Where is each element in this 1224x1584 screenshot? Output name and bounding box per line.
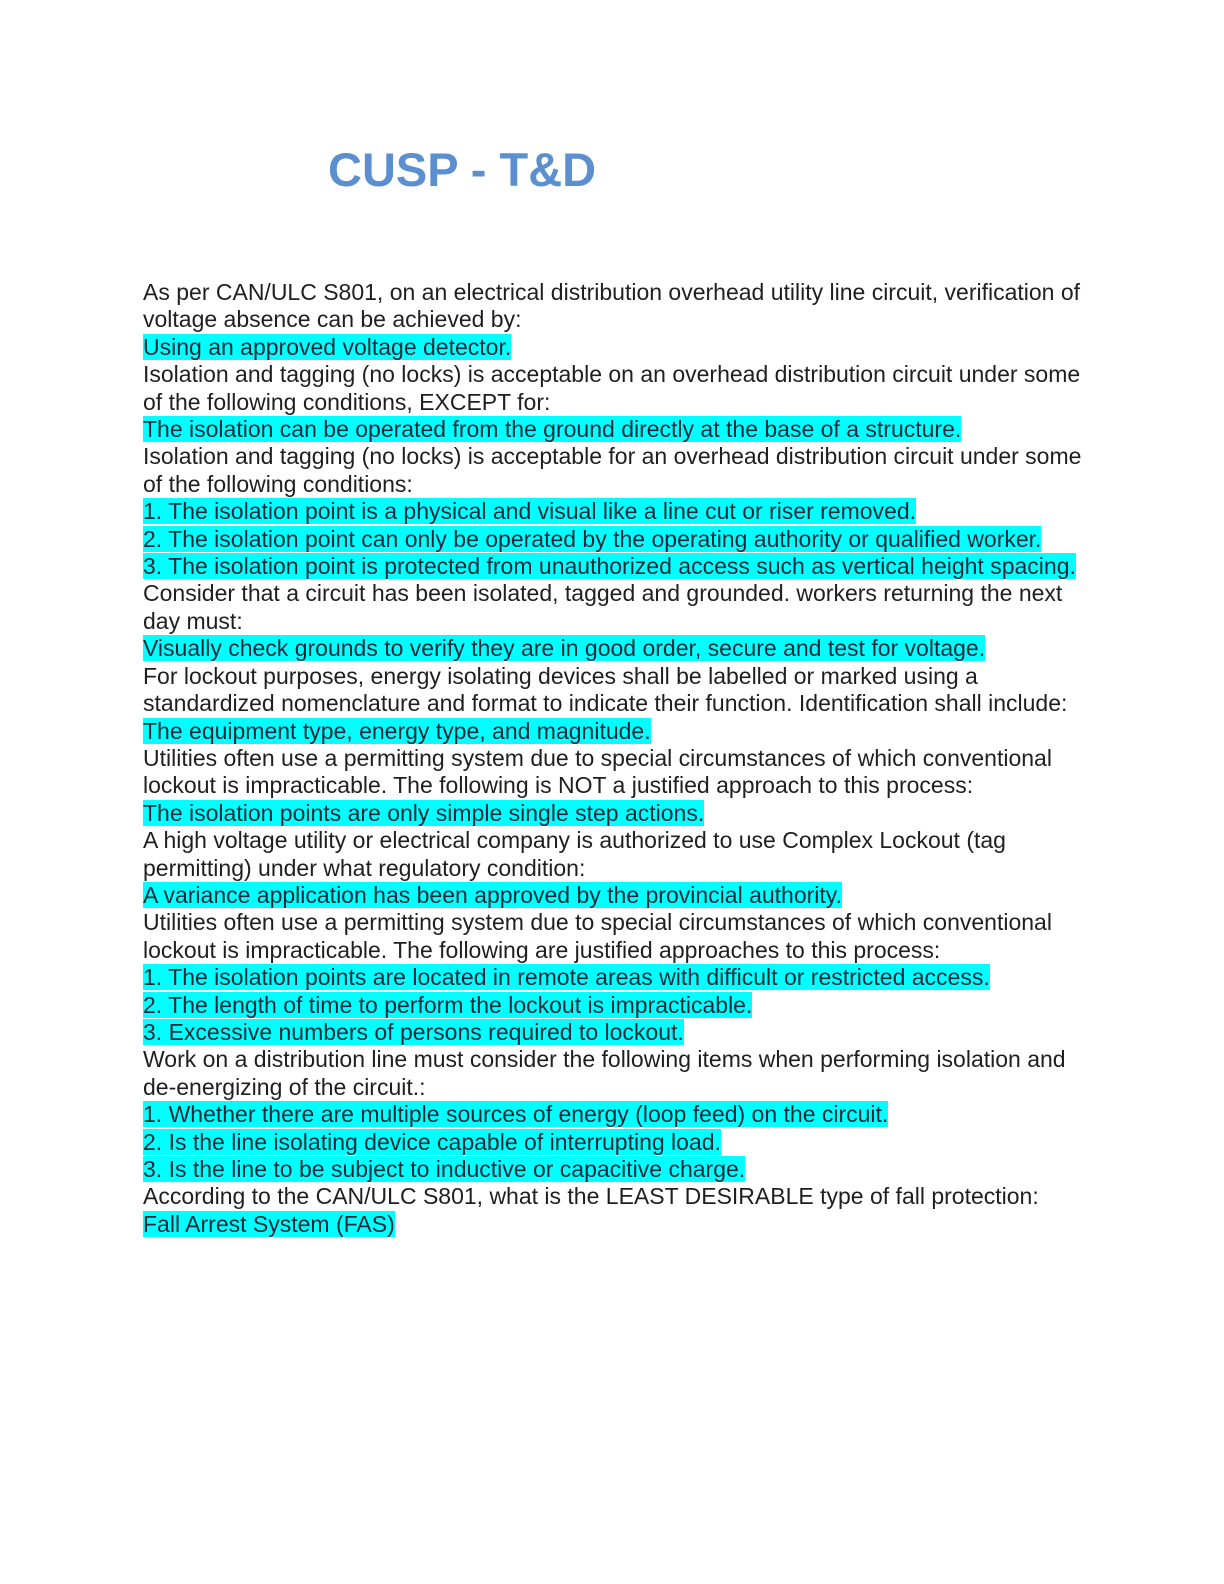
answer-text (143, 498, 1083, 525)
answer-text (143, 992, 1083, 1019)
answer-text (143, 553, 1083, 580)
question-text: Utilities often use a permitting system due to special circumstances of which conventional lockout is impracticable. The following is NOT a justified approach to this process: (143, 744, 1052, 799)
question-text: As per CAN/ULC S801, on an electrical distribution overhead utility line circuit, verification of voltage absence can be achieved by: (143, 279, 1081, 333)
answer-highlight: 1. The isolation points are located in remote areas with difficult or restricted access. (143, 964, 990, 991)
answer-text (143, 964, 1083, 991)
answer-text (143, 1211, 1083, 1238)
answer-highlight: 1. The isolation point is a physical and visual like a line cut or riser removed. (143, 498, 917, 525)
answer-highlight: 2. The isolation point can only be operated by the operating authority or qualified worker. (143, 525, 1042, 552)
answer-highlight: 2. The length of time to perform the lockout is impracticable. (143, 991, 753, 1018)
answer-highlight: 1. Whether there are multiple sources of energy (loop feed) on the circuit. (143, 1101, 889, 1128)
answer-text (143, 334, 1083, 361)
answer-text (143, 800, 1083, 827)
answer-text (143, 416, 1083, 443)
answer-highlight: Using an approved voltage detector. (143, 333, 512, 360)
answer-highlight: Fall Arrest System (FAS) (143, 1210, 395, 1237)
answer-text (143, 882, 1083, 909)
answer-text (143, 1019, 1083, 1046)
answer-text (143, 526, 1083, 553)
answer-highlight: The isolation can be operated from the ground directly at the base of a structure. (143, 416, 962, 443)
question-text: Isolation and tagging (no locks) is acceptable on an overhead distribution circuit under some of the following conditions, EXCEPT for: (143, 361, 1081, 415)
answer-text (143, 1156, 1083, 1183)
answer-highlight: 2. Is the line isolating device capable of interrupting load. (143, 1128, 721, 1155)
answer-highlight: 3. Excessive numbers of persons required to lockout. (143, 1018, 684, 1045)
question-text: For lockout purposes, energy isolating devices shall be labelled or marked using a standardized nomenclature and format to indicate their function. Identification shall include: (143, 662, 1068, 717)
answer-text (143, 1101, 1083, 1128)
qa-list (143, 279, 1083, 1238)
answer-highlight: The equipment type, energy type, and magnitude. (143, 717, 651, 744)
answer-highlight: 3. Is the line to be subject to inductive or capacitive charge. (143, 1156, 746, 1182)
question-text: Isolation and tagging (no locks) is acceptable for an overhead distribution circuit under some of the following conditions: (143, 443, 1082, 497)
answer-highlight: Visually check grounds to verify they are in good order, secure and test for voltage. (143, 635, 986, 662)
answer-text (143, 1129, 1083, 1156)
question-text: Consider that a circuit has been isolated, tagged and grounded. workers returning the next day must: (143, 580, 1063, 634)
question-text: According to the CAN/ULC S801, what is the LEAST DESIRABLE type of fall protection: (143, 1183, 1039, 1210)
question-text: Utilities often use a permitting system due to special circumstances of which conventional lockout is impracticable. The following are justified approaches to this process: (143, 909, 1052, 963)
answer-text (143, 718, 1083, 745)
answer-highlight: 3. The isolation point is protected from unauthorized access such as vertical height spacing. (143, 553, 1076, 580)
question-text: A high voltage utility or electrical company is authorized to use Complex Lockout (tag permitting) under what regulatory condition: (143, 827, 1006, 881)
answer-highlight: A variance application has been approved by the provincial authority. (143, 881, 842, 908)
answer-text (143, 635, 1083, 662)
question-text: Work on a distribution line must consider the following items when performing isolation and de-energizing of the circuit.: (143, 1046, 1066, 1100)
document-title: CUSP - T&D (328, 143, 597, 196)
answer-highlight: The isolation points are only simple single step actions. (143, 799, 705, 826)
